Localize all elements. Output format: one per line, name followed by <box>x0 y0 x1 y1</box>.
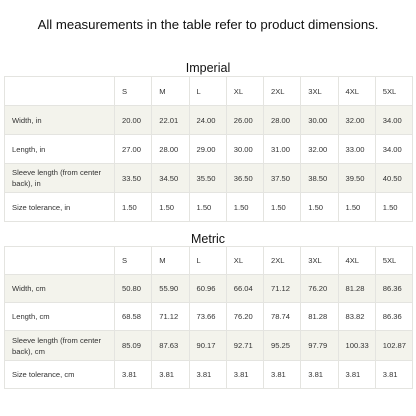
row-label-cell: Length, cm <box>5 303 115 331</box>
value-cell: 83.82 <box>338 303 375 331</box>
value-cell: 92.71 <box>226 331 263 361</box>
table-row <box>5 135 413 164</box>
value-cell: 100.33 <box>338 331 375 361</box>
value-cell: 33.00 <box>338 135 375 164</box>
metric-section-title: Metric <box>190 232 226 246</box>
value-cell: 50.80 <box>115 275 152 303</box>
value-cell: 26.00 <box>226 106 263 135</box>
value-cell: 68.58 <box>115 303 152 331</box>
value-cell: 34.00 <box>375 106 412 135</box>
value-cell: 90.17 <box>189 331 226 361</box>
value-cell: 55.90 <box>152 275 189 303</box>
size-header-cell: M <box>152 247 189 275</box>
value-cell: 1.50 <box>338 193 375 222</box>
imperial-table-body <box>5 77 413 222</box>
row-label-cell: Sleeve length (from center back), cm <box>5 331 115 361</box>
row-label-cell: Width, in <box>5 106 115 135</box>
value-cell: 1.50 <box>189 193 226 222</box>
size-header-cell: 5XL <box>375 77 412 106</box>
value-cell: 3.81 <box>301 361 338 389</box>
value-cell: 30.00 <box>226 135 263 164</box>
value-cell: 73.66 <box>189 303 226 331</box>
value-cell: 38.50 <box>301 164 338 193</box>
size-header-cell: 3XL <box>301 77 338 106</box>
value-cell: 20.00 <box>115 106 152 135</box>
table-row <box>5 164 413 193</box>
value-cell: 78.74 <box>264 303 301 331</box>
header-row <box>5 247 413 275</box>
value-cell: 3.81 <box>152 361 189 389</box>
size-header-cell: S <box>115 247 152 275</box>
value-cell: 60.96 <box>189 275 226 303</box>
intro-text: All measurements in the table refer to product dimensions. <box>37 17 379 32</box>
value-cell: 85.09 <box>115 331 152 361</box>
value-cell: 34.50 <box>152 164 189 193</box>
size-header-cell: 3XL <box>301 247 338 275</box>
table-row <box>5 331 413 361</box>
size-header-cell: 4XL <box>338 77 375 106</box>
header-corner-cell <box>5 77 115 106</box>
imperial-size-table <box>4 76 413 222</box>
value-cell: 35.50 <box>189 164 226 193</box>
value-cell: 81.28 <box>301 303 338 331</box>
value-cell: 3.81 <box>226 361 263 389</box>
value-cell: 32.00 <box>301 135 338 164</box>
value-cell: 1.50 <box>226 193 263 222</box>
value-cell: 29.00 <box>189 135 226 164</box>
row-label-cell: Sleeve length (from center back), in <box>5 164 115 193</box>
value-cell: 76.20 <box>226 303 263 331</box>
row-label-cell: Size tolerance, in <box>5 193 115 222</box>
value-cell: 71.12 <box>152 303 189 331</box>
value-cell: 66.04 <box>226 275 263 303</box>
value-cell: 30.00 <box>301 106 338 135</box>
value-cell: 22.01 <box>152 106 189 135</box>
value-cell: 32.00 <box>338 106 375 135</box>
value-cell: 1.50 <box>301 193 338 222</box>
size-header-cell: 5XL <box>375 247 412 275</box>
value-cell: 97.79 <box>301 331 338 361</box>
size-header-cell: 2XL <box>264 247 301 275</box>
value-cell: 1.50 <box>264 193 301 222</box>
value-cell: 87.63 <box>152 331 189 361</box>
size-header-cell: L <box>189 77 226 106</box>
size-header-cell: M <box>152 77 189 106</box>
row-label-cell: Size tolerance, cm <box>5 361 115 389</box>
value-cell: 1.50 <box>115 193 152 222</box>
value-cell: 81.28 <box>338 275 375 303</box>
header-corner-cell <box>5 247 115 275</box>
table-row <box>5 303 413 331</box>
value-cell: 40.50 <box>375 164 412 193</box>
table-row <box>5 275 413 303</box>
metric-table-body <box>5 247 413 389</box>
value-cell: 3.81 <box>375 361 412 389</box>
value-cell: 28.00 <box>264 106 301 135</box>
value-cell: 28.00 <box>152 135 189 164</box>
value-cell: 95.25 <box>264 331 301 361</box>
value-cell: 34.00 <box>375 135 412 164</box>
value-cell: 1.50 <box>375 193 412 222</box>
value-cell: 3.81 <box>189 361 226 389</box>
value-cell: 86.36 <box>375 303 412 331</box>
metric-size-table <box>4 246 413 389</box>
row-label-cell: Width, cm <box>5 275 115 303</box>
size-header-cell: L <box>189 247 226 275</box>
value-cell: 27.00 <box>115 135 152 164</box>
value-cell: 31.00 <box>264 135 301 164</box>
imperial-section-title: Imperial <box>185 61 231 75</box>
value-cell: 39.50 <box>338 164 375 193</box>
table-row <box>5 106 413 135</box>
value-cell: 33.50 <box>115 164 152 193</box>
value-cell: 71.12 <box>264 275 301 303</box>
value-cell: 37.50 <box>264 164 301 193</box>
table-row <box>5 361 413 389</box>
size-header-cell: 4XL <box>338 247 375 275</box>
value-cell: 3.81 <box>338 361 375 389</box>
value-cell: 3.81 <box>264 361 301 389</box>
value-cell: 36.50 <box>226 164 263 193</box>
size-header-cell: XL <box>226 247 263 275</box>
header-row <box>5 77 413 106</box>
value-cell: 86.36 <box>375 275 412 303</box>
value-cell: 3.81 <box>115 361 152 389</box>
row-label-cell: Length, in <box>5 135 115 164</box>
size-header-cell: S <box>115 77 152 106</box>
size-header-cell: XL <box>226 77 263 106</box>
size-header-cell: 2XL <box>264 77 301 106</box>
table-row <box>5 193 413 222</box>
value-cell: 102.87 <box>375 331 412 361</box>
value-cell: 76.20 <box>301 275 338 303</box>
value-cell: 24.00 <box>189 106 226 135</box>
value-cell: 1.50 <box>152 193 189 222</box>
